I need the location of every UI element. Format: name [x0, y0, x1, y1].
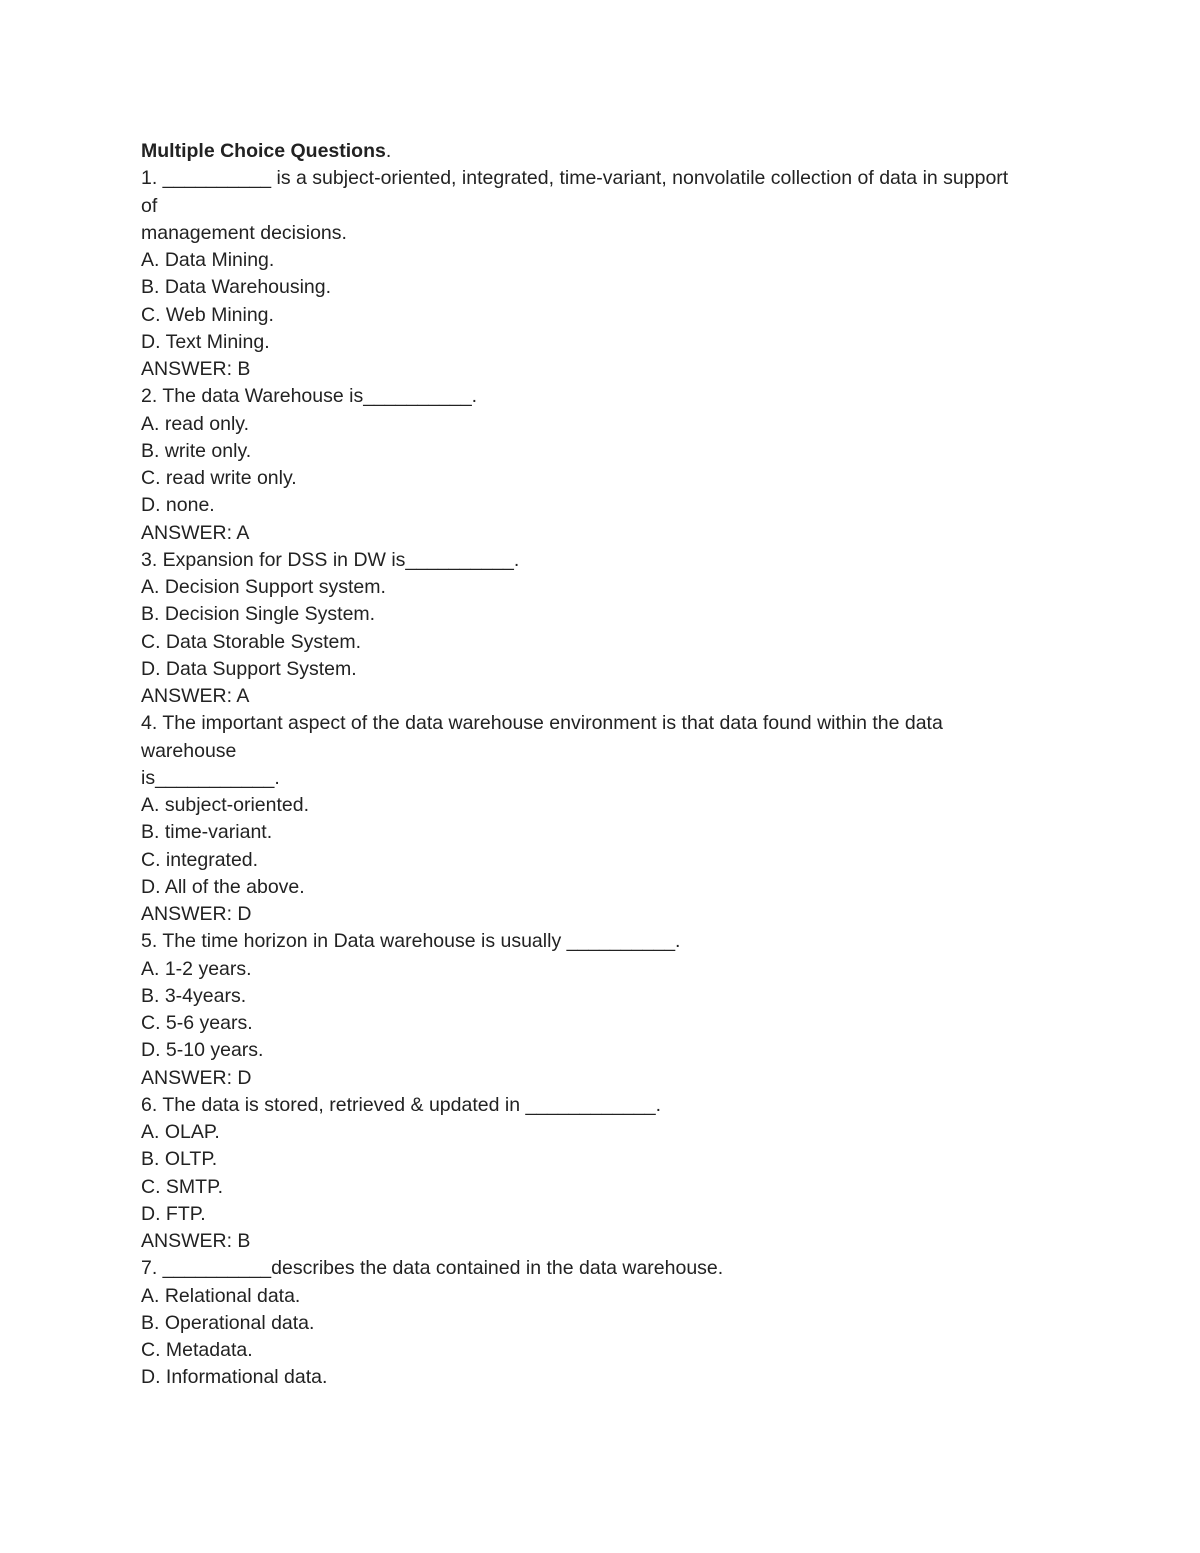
question-line: 7. __________describes the data contained in the data warehouse. [141, 1257, 724, 1280]
option-line: B. 3-4years. [141, 984, 247, 1007]
question-line: 6. The data is stored, retrieved & updated in ____________. [141, 1093, 662, 1116]
heading-text: Multiple Choice Questions [141, 140, 386, 162]
option-line: C. Data Storable System. [141, 630, 362, 653]
question-line: 2. The data Warehouse is__________. [141, 385, 478, 408]
option-line: C. Metadata. [141, 1339, 253, 1361]
answer-line: ANSWER: D [141, 903, 252, 925]
answer-line: ANSWER: D [141, 1066, 252, 1089]
option-line: D. none. [141, 494, 215, 517]
option-line: A. Data Mining. [141, 249, 275, 271]
text-line: warehouse [141, 739, 237, 762]
option-line: D. Text Mining. [141, 330, 270, 353]
option-line: A. read only. [141, 412, 250, 435]
heading-period: . [385, 140, 392, 162]
option-line: B. write only. [141, 439, 252, 462]
option-line: D. 5-10 years. [141, 1039, 264, 1062]
option-line: A. OLAP. [141, 1121, 220, 1143]
option-line: C. read write only. [141, 467, 297, 489]
option-line: D. Data Support System. [141, 657, 357, 680]
option-line: B. OLTP. [141, 1148, 218, 1171]
option-line: A. 1-2 years. [141, 957, 252, 980]
question-list [141, 165, 1071, 1391]
option-line: A. subject-oriented. [141, 794, 310, 816]
option-line: B. Decision Single System. [141, 603, 376, 626]
option-line: C. Web Mining. [141, 303, 274, 326]
text-line: is___________. [141, 766, 280, 789]
question-line: 3. Expansion for DSS in DW is__________. [141, 548, 520, 571]
question-line: 4. The important aspect of the data warehouse environment is that data found within the data [141, 712, 943, 735]
option-line: C. integrated. [141, 848, 259, 871]
answer-line: ANSWER: B [141, 358, 251, 380]
option-line: B. time-variant. [141, 821, 273, 844]
option-line: B. Operational data. [141, 1311, 315, 1334]
option-line: D. Informational data. [141, 1366, 328, 1389]
answer-line: ANSWER: A [141, 521, 250, 544]
question-line: 5. The time horizon in Data warehouse is usually __________. [141, 930, 681, 953]
answer-line: ANSWER: A [141, 685, 250, 707]
text-line: of [141, 194, 158, 217]
option-line: A. Relational data. [141, 1284, 301, 1307]
option-line: D. FTP. [141, 1202, 206, 1225]
question-line: 1. __________ is a subject-oriented, integrated, time-variant, nonvolatile collection of data in support [141, 167, 1009, 190]
option-line: B. Data Warehousing. [141, 276, 332, 299]
page-heading [141, 138, 1071, 165]
text-line: management decisions. [141, 221, 347, 244]
answer-line: ANSWER: B [141, 1230, 251, 1252]
option-line: A. Decision Support system. [141, 576, 386, 598]
option-line: C. SMTP. [141, 1175, 223, 1198]
document-page [141, 138, 1071, 1392]
option-line: D. All of the above. [141, 875, 305, 898]
option-line: C. 5-6 years. [141, 1012, 253, 1034]
